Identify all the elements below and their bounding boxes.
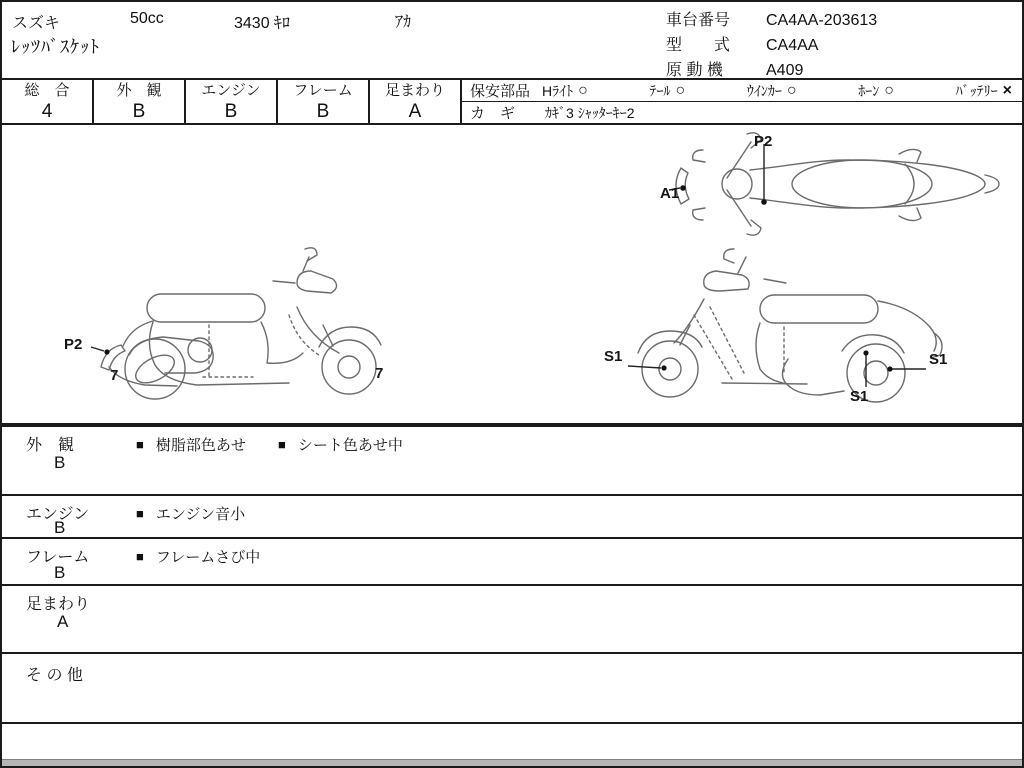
damage-diagram-panel <box>2 125 1022 425</box>
vehicle-id-block <box>666 8 877 83</box>
section-engine <box>2 494 1022 537</box>
model-name: ﾚｯﾂﾊﾞｽｹｯﾄ <box>11 37 100 57</box>
point-label-p2-top: P2 <box>754 133 773 150</box>
comment-text: シート色あせ中 <box>297 437 403 454</box>
comment-text: フレームさび中 <box>155 549 261 566</box>
section-undercarriage <box>2 584 1022 652</box>
key-value: ｶｷﾞ3 ｼｬｯﾀｰｷｰ2 <box>545 104 635 121</box>
key-row <box>462 102 1022 123</box>
section-label: フレーム <box>26 549 90 566</box>
section-label: 足まわり <box>26 596 91 613</box>
bullet-square-icon: ■ <box>136 437 144 452</box>
grade-cell-frame <box>278 80 370 123</box>
comment-item <box>136 506 245 523</box>
safety-item-winker <box>747 81 797 101</box>
grade-cell-total <box>2 80 94 123</box>
section-comments <box>136 503 273 524</box>
grade-cell-exterior <box>94 80 186 123</box>
chassis-number-value: CA4AA-203613 <box>766 12 878 29</box>
safety-items <box>542 81 1012 101</box>
grade-label: フレーム <box>293 82 353 99</box>
grade-label: 総 合 <box>24 82 70 99</box>
grade-label: エンジン <box>201 82 261 99</box>
chassis-number-row <box>666 8 877 33</box>
section-label: そ の 他 <box>26 667 83 684</box>
comment-item <box>136 437 246 454</box>
status-circle-icon: ○ <box>786 81 797 99</box>
scooter-left-side-drawing <box>57 245 407 410</box>
point-label-a1-top: A1 <box>660 185 680 202</box>
section-grade: A <box>57 612 69 631</box>
scan-edge-bar <box>2 759 1022 766</box>
safety-parts-title: 保安部品 <box>470 83 531 100</box>
point-label-s1-front: S1 <box>604 348 623 365</box>
safety-item-tail <box>650 81 686 101</box>
safety-item-label: ﾃｰﾙ <box>649 82 671 99</box>
bullet-square-icon: ■ <box>278 437 286 452</box>
status-cross-icon: × <box>1002 81 1012 99</box>
scooter-top-view-drawing <box>647 128 1017 243</box>
comment-item <box>278 437 403 454</box>
section-grade: B <box>54 453 66 472</box>
status-circle-icon: ○ <box>884 81 894 99</box>
mileage: 3430 ｷﾛ <box>234 15 291 32</box>
grade-value: B <box>316 101 330 122</box>
engine-code-value: A409 <box>766 62 804 79</box>
status-circle-icon: ○ <box>578 81 588 99</box>
point-label-7-front: 7 <box>375 365 384 382</box>
section-grade: B <box>54 563 66 582</box>
maker-name: スズキ <box>12 15 61 32</box>
model-code-value: CA4AA <box>766 37 819 54</box>
status-circle-icon: ○ <box>675 81 686 99</box>
bullet-square-icon: ■ <box>136 549 144 564</box>
section-other <box>2 652 1022 722</box>
point-label-p2-left: P2 <box>64 336 83 353</box>
comment-text: エンジン音小 <box>155 506 246 523</box>
section-exterior <box>2 425 1022 494</box>
grade-value: A <box>408 101 422 122</box>
section-label: 外 観 <box>26 437 75 454</box>
safety-parts-row <box>462 80 1022 102</box>
key-label: カ ギ <box>470 105 516 122</box>
safety-item-label: ｳｲﾝｶｰ <box>746 82 782 99</box>
safety-parts-cell <box>462 80 1022 123</box>
point-label-s1-rear-top: S1 <box>850 388 869 405</box>
safety-item-headlight <box>542 81 588 101</box>
bullet-square-icon: ■ <box>136 506 144 521</box>
safety-item-label: Hﾗｲﾄ <box>542 82 574 99</box>
model-code-label: 型 式 <box>666 37 731 54</box>
section-frame <box>2 537 1022 584</box>
grade-value: 4 <box>41 101 53 122</box>
point-label-7-rear: 7 <box>110 367 119 384</box>
grade-label: 足まわり <box>384 82 445 99</box>
safety-item-label: ﾊﾞｯﾃﾘｰ <box>955 82 998 99</box>
scooter-right-side-drawing <box>592 245 952 415</box>
engine-code-label: 原 動 機 <box>666 62 723 79</box>
grade-value: B <box>132 101 146 122</box>
grade-label: 外 観 <box>116 82 162 99</box>
chassis-number-label: 車台番号 <box>666 12 731 29</box>
grade-cell-undercarriage <box>370 80 462 123</box>
section-comments <box>136 434 431 455</box>
displacement: 50cc <box>130 10 164 27</box>
point-label-s1-rear: S1 <box>929 351 948 368</box>
safety-item-battery <box>956 81 1012 101</box>
safety-item-horn <box>858 81 894 101</box>
comment-text: 樹脂部色あせ <box>155 437 246 454</box>
grade-cell-engine <box>186 80 278 123</box>
comment-item <box>136 549 260 566</box>
grade-row <box>2 78 1022 125</box>
body-color: ｱｶ <box>395 14 412 31</box>
section-grade: B <box>54 518 66 537</box>
safety-item-label: ﾎｰﾝ <box>858 82 880 99</box>
section-label: エンジン <box>26 506 90 523</box>
model-code-row <box>666 33 877 58</box>
section-comments <box>136 546 288 567</box>
grade-value: B <box>224 101 238 122</box>
